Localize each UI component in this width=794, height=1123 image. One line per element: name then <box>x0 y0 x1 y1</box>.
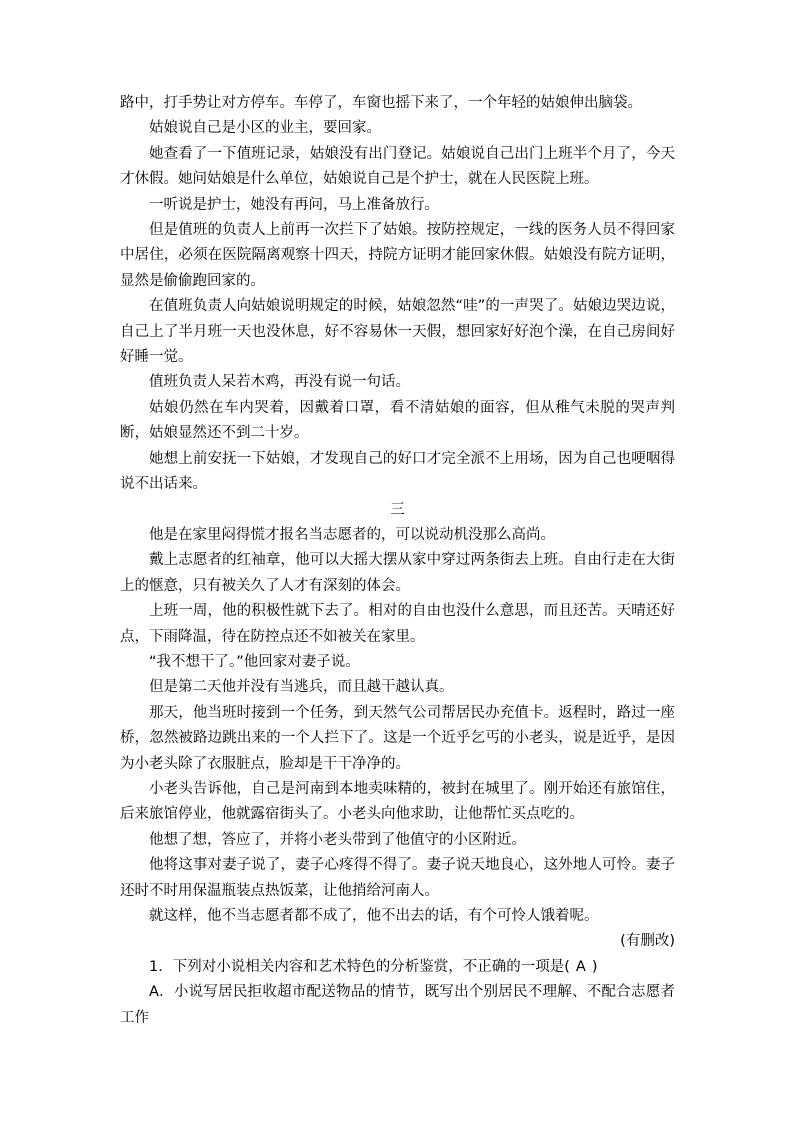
story-part-three <box>120 523 675 930</box>
section-number: 三 <box>390 501 405 518</box>
story-part-two-end <box>120 91 675 498</box>
question-prefix: 1．下列对小说相关内容和艺术特色的分析鉴赏，不正确的一项是( <box>149 958 570 975</box>
paragraph: 戴上志愿者的红袖章，他可以大摇大摆从家中穿过两条街去上班。自由行走在大街上的惬意，只有被关久了人才有深刻的体会。 <box>120 552 675 594</box>
paragraph: 上班一周，他的积极性就下去了。相对的自由也没什么意思，而且还苦。天晴还好点，下雨降温，待在防控点还不如被关在家里。 <box>120 603 675 645</box>
paragraph: 路中，打手势让对方停车。车停了，车窗也摇下来了，一个年轻的姑娘伸出脑袋。 <box>120 95 642 111</box>
paragraph: 值班负责人呆若木鸡，再没有说一句话。 <box>149 374 410 391</box>
paragraph: 他将这事对妻子说了，妻子心疼得不得了。妻子说天地良心，这外地人可怜。妻子还时不时用保温瓶装点热饭菜，让他捎给河南人。 <box>120 857 675 899</box>
paragraph: 她想上前安抚一下姑娘，才发现自己的好口才完全派不上用场，因为自己也哽咽得说不出话来。 <box>120 450 675 493</box>
paragraph: 姑娘说自己是小区的业主，要回家。 <box>149 120 381 137</box>
paragraph: 一听说是护士，她没有再问，马上准备放行。 <box>149 196 439 213</box>
question-1 <box>120 955 675 980</box>
paragraph: 但是值班的负责人上前再一次拦下了姑娘。按防控规定，一线的医务人员不得回家中居住，必须在医院隔离观察十四天，持院方证明才能回家休假。姑娘没有院方证明，显然是偷偷跑回家的。 <box>120 222 675 289</box>
paragraph: 她查看了一下值班记录，姑娘没有出门登记。姑娘说自己出门上班半个月了，今天才休假。她问姑娘是什么单位，姑娘说自己是个护士，就在人民医院上班。 <box>120 145 675 188</box>
source-note: (有删改) <box>620 933 675 950</box>
paragraph: 那天，他当班时接到一个任务，到天然气公司帮居民办充值卡。返程时，路过一座桥，忽然被路边跳出来的一个人拦下了。这是一个近乎乞丐的小老头，说是近乎，是因为小老头除了衣服脏点，脸却是干干净净的。 <box>120 704 675 772</box>
paragraph: 就这样，他不当志愿者都不成了，他不出去的话，有个可怜人饿着呢。 <box>149 908 599 924</box>
paragraph: 小老头告诉他，自己是河南到本地卖味精的，被封在城里了。刚开始还有旅馆住，后来旅馆停业，他就露宿街头了。小老头向他求助，让他帮忙买点吃的。 <box>120 780 675 823</box>
paragraph: 他是在家里闷得慌才报名当志愿者的，可以说动机没那么高尚。 <box>149 526 555 543</box>
question-answer: A <box>575 958 586 975</box>
paragraph: “我不想干了。”他回家对妻子说。 <box>149 653 360 670</box>
paragraph: 姑娘仍然在车内哭着，因戴着口罩，看不清姑娘的面容，但从稚气未脱的哭声判断，姑娘显然还不到二十岁。 <box>120 399 675 442</box>
paragraph: 在值班负责人向姑娘说明规定的时候，姑娘忽然“哇”的一声哭了。姑娘边哭边说，自己上了半月班一天也没休息，好不容易休一天假，想回家好好泡个澡，在自己房间好好睡一觉。 <box>120 298 675 366</box>
text-body <box>120 91 675 1031</box>
paragraph: 他想了想，答应了，并将小老头带到了他值守的小区附近。 <box>149 831 526 848</box>
option-a: A．小说写居民拒收超市配送物品的情节，既写出个别居民不理解、不配合志愿者工作 <box>120 984 675 1026</box>
question-suffix: ) <box>591 958 598 975</box>
paragraph: 但是第二天他并没有当逃兵，而且越干越认真。 <box>149 679 454 696</box>
